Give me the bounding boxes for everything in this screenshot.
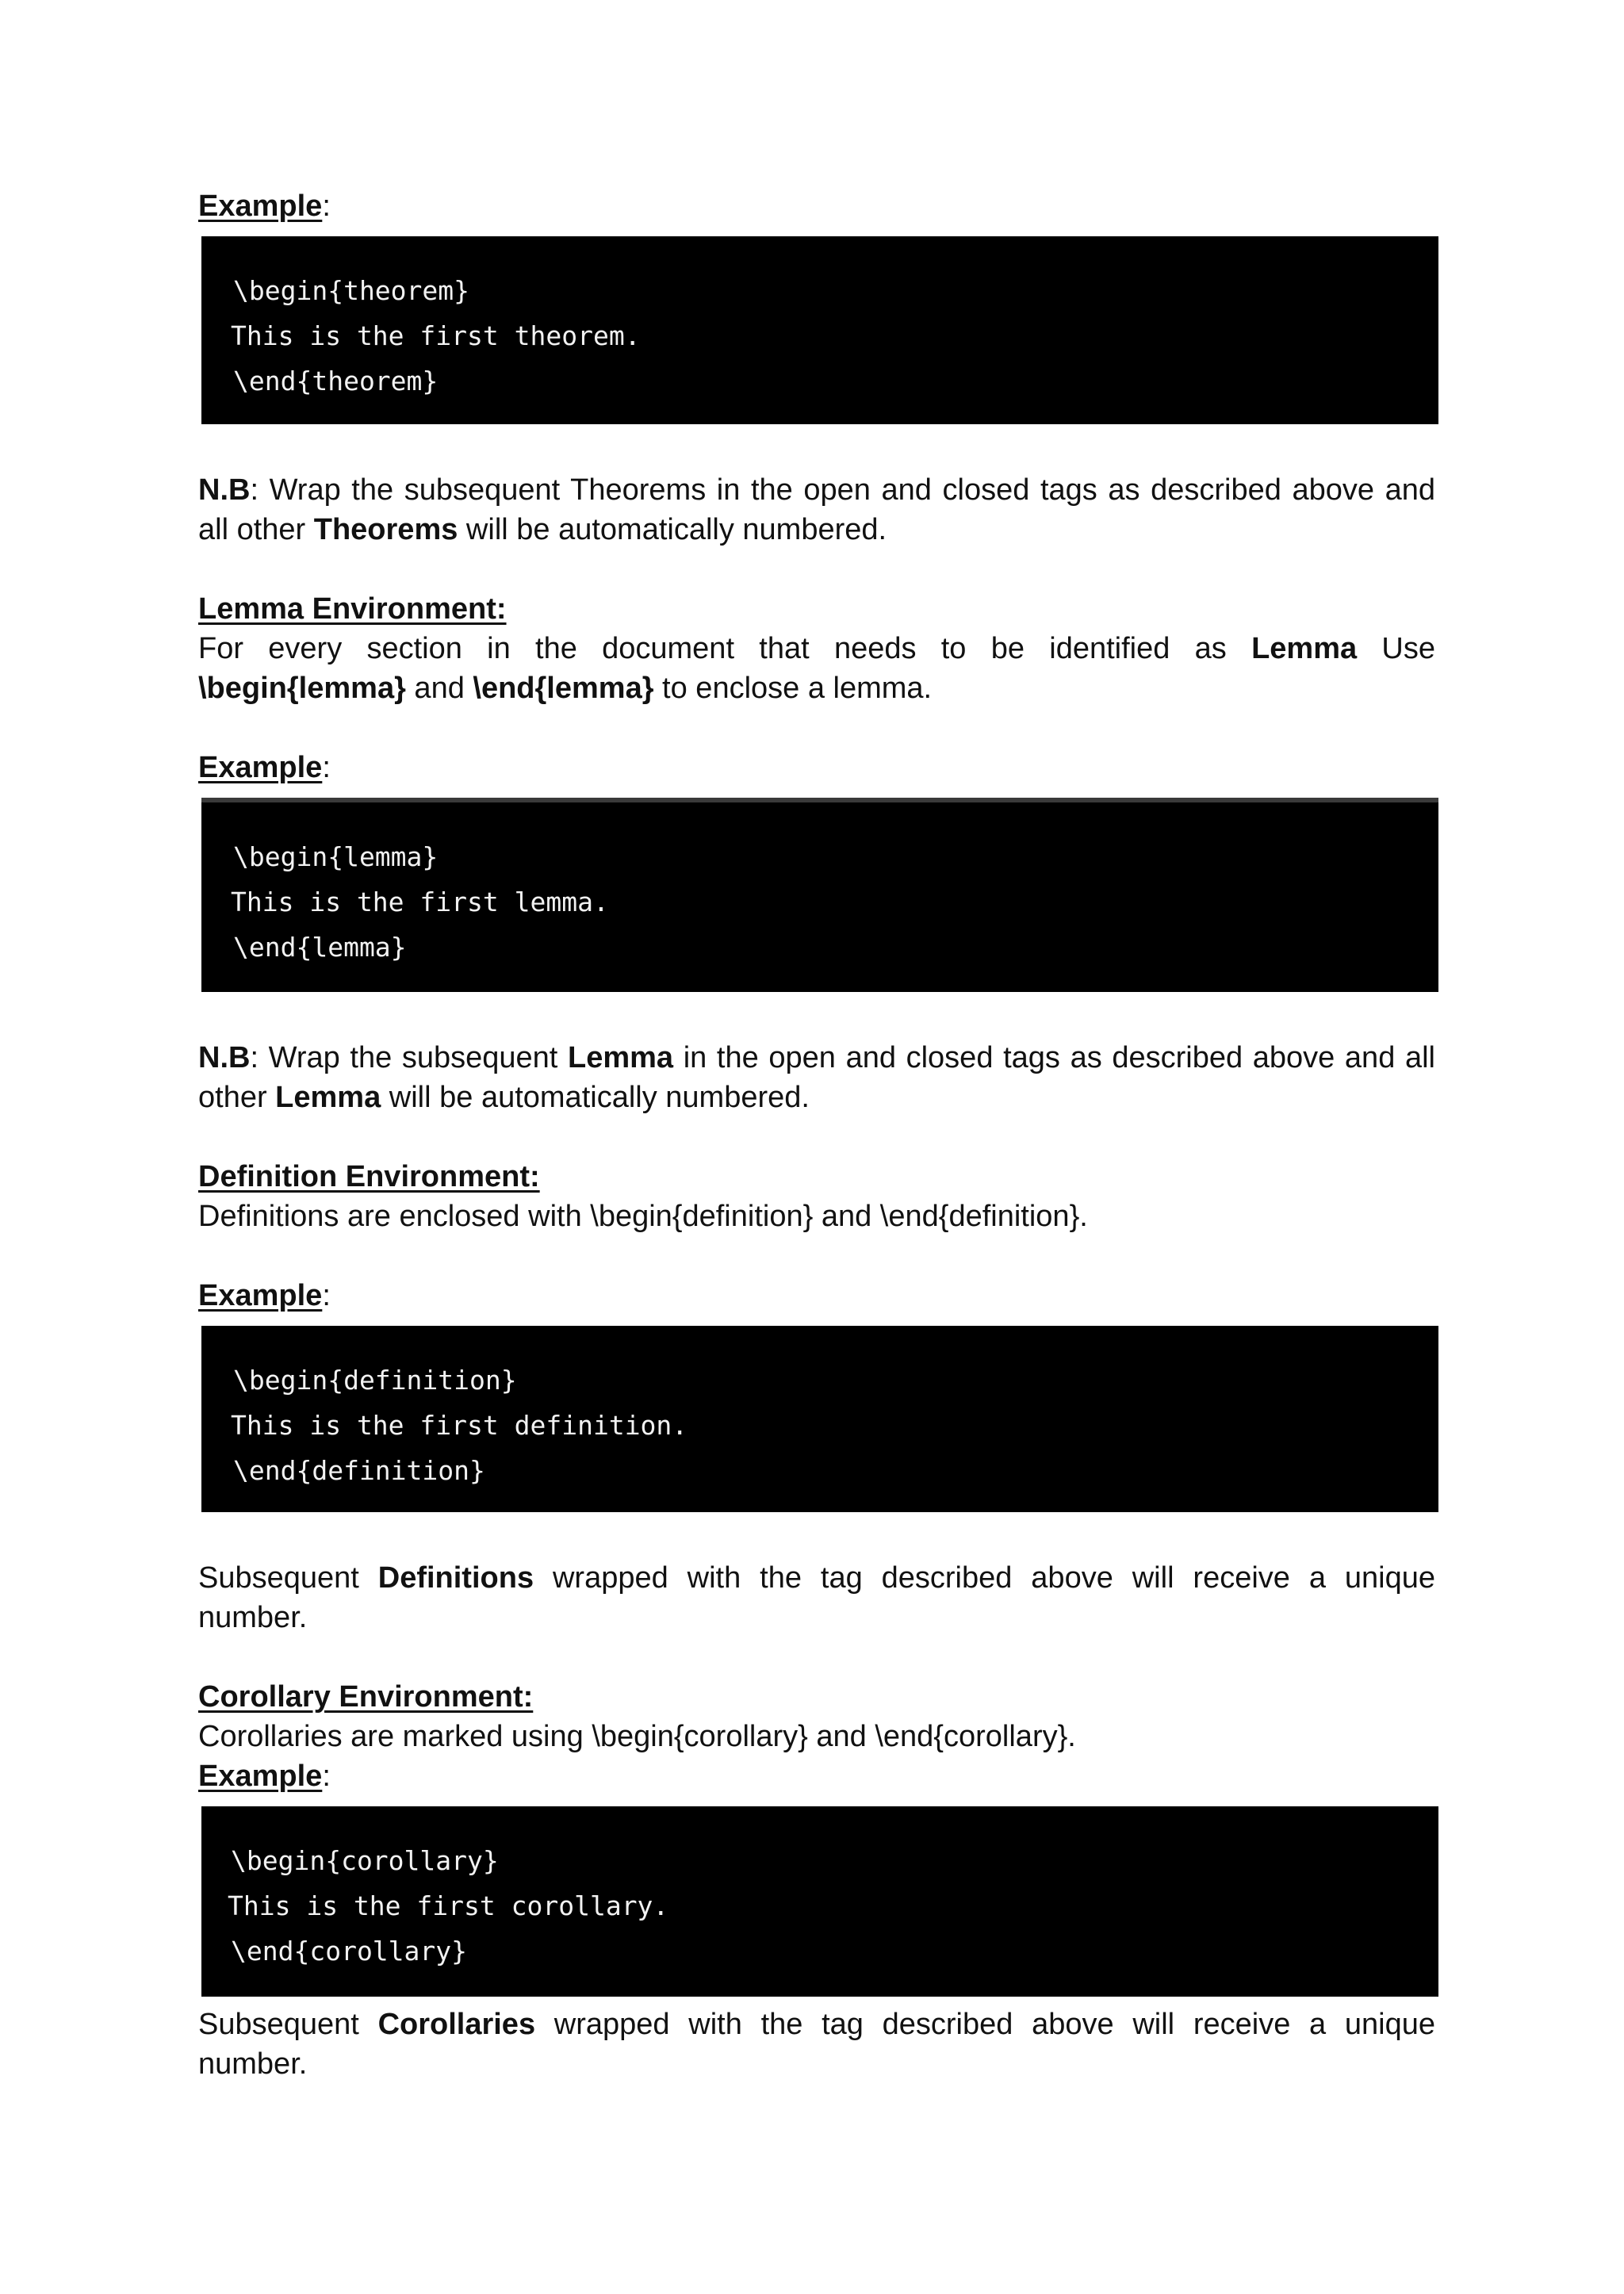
code-line: \end{corollary} [231,1936,468,1967]
corollary-code-block [201,1806,1438,1997]
note-bold: Corollaries [377,2008,536,2041]
note-text: Subsequent [198,2008,378,2041]
theorem-note [198,470,1435,550]
code-line: \end{theorem} [233,366,439,396]
desc-bold: \end{lemma} [473,672,654,705]
definition-note [198,1558,1435,1637]
example-label-text: Example [198,1279,323,1312]
note-text: will be automatically numbered. [381,1081,810,1114]
note-text: : Wrap the subsequent [250,1041,568,1074]
code-line: \begin{lemma} [233,841,439,872]
corollary-note [198,2005,1435,2084]
code-line: \end{lemma} [233,932,407,963]
note-text: : Wrap the subsequent Theorems in the open and closed tags as described above and all other [198,473,1435,546]
example-label [198,186,1435,226]
note-bold: Lemma [568,1041,674,1074]
example-label [198,1756,1435,1796]
code-line: This is the first theorem. [231,320,641,351]
example-label-text: Example [198,1760,323,1793]
desc-bold: Lemma [1251,632,1358,665]
note-bold: Theorems [313,513,458,546]
desc-text: and [405,672,473,705]
example-colon: : [322,751,331,784]
code-line: \end{definition} [233,1455,485,1486]
definition-code-block [201,1326,1438,1512]
nb-prefix: N.B [198,473,251,507]
note-bold: Definitions [377,1561,534,1595]
code-line: This is the first definition. [231,1410,688,1441]
code-line: This is the first lemma. [231,887,609,917]
note-text: wrapped with the tag described above will receive a unique number. [198,1561,1435,1634]
example-label-text: Example [198,190,323,223]
lemma-note [198,1038,1435,1117]
desc-bold: \begin{lemma} [198,672,406,705]
theorem-code-block [201,236,1438,424]
desc-text: For every section in the document that needs to be identified as [198,632,1252,665]
example-colon: : [322,190,331,223]
document-page [198,186,1435,2084]
note-text: in the open and closed tags as described above and all other [198,1041,1435,1114]
section-heading-corollary: Corollary Environment: [198,1680,534,1714]
example-colon: : [322,1760,331,1793]
corollary-description: Corollaries are marked using \begin{corollary} and \end{corollary}. [198,1720,1076,1753]
code-line: \begin{definition} [233,1365,517,1396]
note-text: will be automatically numbered. [458,513,887,546]
code-line: \begin{theorem} [233,275,470,306]
definition-description: Definitions are enclosed with \begin{definition} and \end{definition}. [198,1200,1088,1233]
code-line: \begin{corollary} [231,1845,499,1876]
example-label-text: Example [198,751,323,784]
lemma-description [198,629,1435,708]
desc-text: Use [1357,632,1435,665]
code-line: This is the first corollary. [228,1890,669,1921]
note-bold: Lemma [275,1081,381,1114]
desc-text: to enclose a lemma. [653,672,933,705]
note-text: Subsequent [198,1561,378,1595]
example-colon: : [322,1279,331,1312]
section-heading-lemma: Lemma Environment: [198,592,507,626]
lemma-code-block [201,798,1438,992]
note-text: wrapped with the tag described above will receive a unique number. [198,2008,1435,2081]
example-label [198,748,1435,787]
section-heading-definition: Definition Environment: [198,1160,540,1193]
nb-prefix: N.B [198,1041,251,1074]
example-label [198,1276,1435,1316]
